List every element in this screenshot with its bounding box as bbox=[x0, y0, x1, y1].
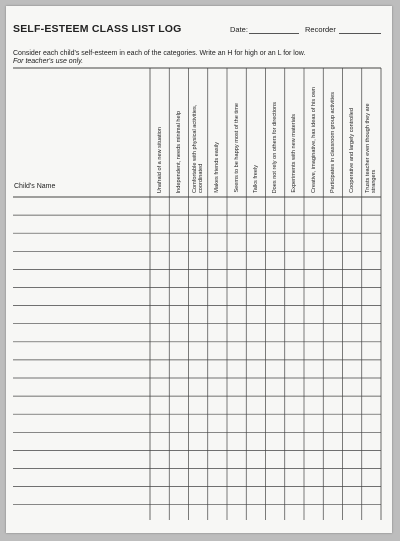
category-header-3 bbox=[190, 72, 207, 193]
category-header-6 bbox=[247, 72, 264, 193]
instructions-text: Consider each child's self-esteem in each of the categories. Write an H for high or an L for low. bbox=[13, 50, 306, 57]
category-header-9 bbox=[305, 72, 322, 193]
category-header-11 bbox=[344, 72, 361, 193]
category-header-10 bbox=[324, 72, 341, 193]
category-header-12 bbox=[363, 72, 380, 193]
category-header-label: Participates in classroom group activities bbox=[329, 91, 336, 193]
category-header-label: Creative, imaginative, has ideas of his own bbox=[310, 86, 317, 193]
category-header-5 bbox=[228, 72, 245, 193]
date-label: Date: bbox=[230, 25, 248, 34]
teacher-use-note: For teacher's use only. bbox=[13, 58, 84, 65]
form-title: SELF-ESTEEM CLASS LIST LOG bbox=[13, 23, 182, 35]
category-header-4 bbox=[209, 72, 226, 193]
category-header-label: Cooperative and largely controlled bbox=[349, 108, 356, 193]
category-header-2 bbox=[170, 72, 187, 193]
category-header-label: Does not rely on others for directions bbox=[272, 101, 279, 193]
category-header-label: Makes friends easily bbox=[214, 142, 221, 193]
category-header-label: Comfortable with physical activities, coordinated bbox=[191, 104, 205, 193]
category-header-1 bbox=[151, 72, 168, 193]
childs-name-header: Child's Name bbox=[14, 183, 56, 190]
category-header-label: Seems to be happy most of the time bbox=[233, 103, 240, 193]
category-header-label: Experiments with new materials bbox=[291, 114, 298, 193]
category-header-8 bbox=[286, 72, 303, 193]
category-header-label: Trusts teacher even though they are strangers bbox=[365, 103, 378, 193]
category-header-label: Unafraid of a new situation bbox=[156, 126, 163, 193]
category-header-label: Talks freely bbox=[252, 165, 259, 193]
category-header-label: Independent, needs minimal help bbox=[175, 110, 182, 193]
category-header-7 bbox=[267, 72, 284, 193]
recorder-label: Recorder bbox=[305, 25, 336, 34]
